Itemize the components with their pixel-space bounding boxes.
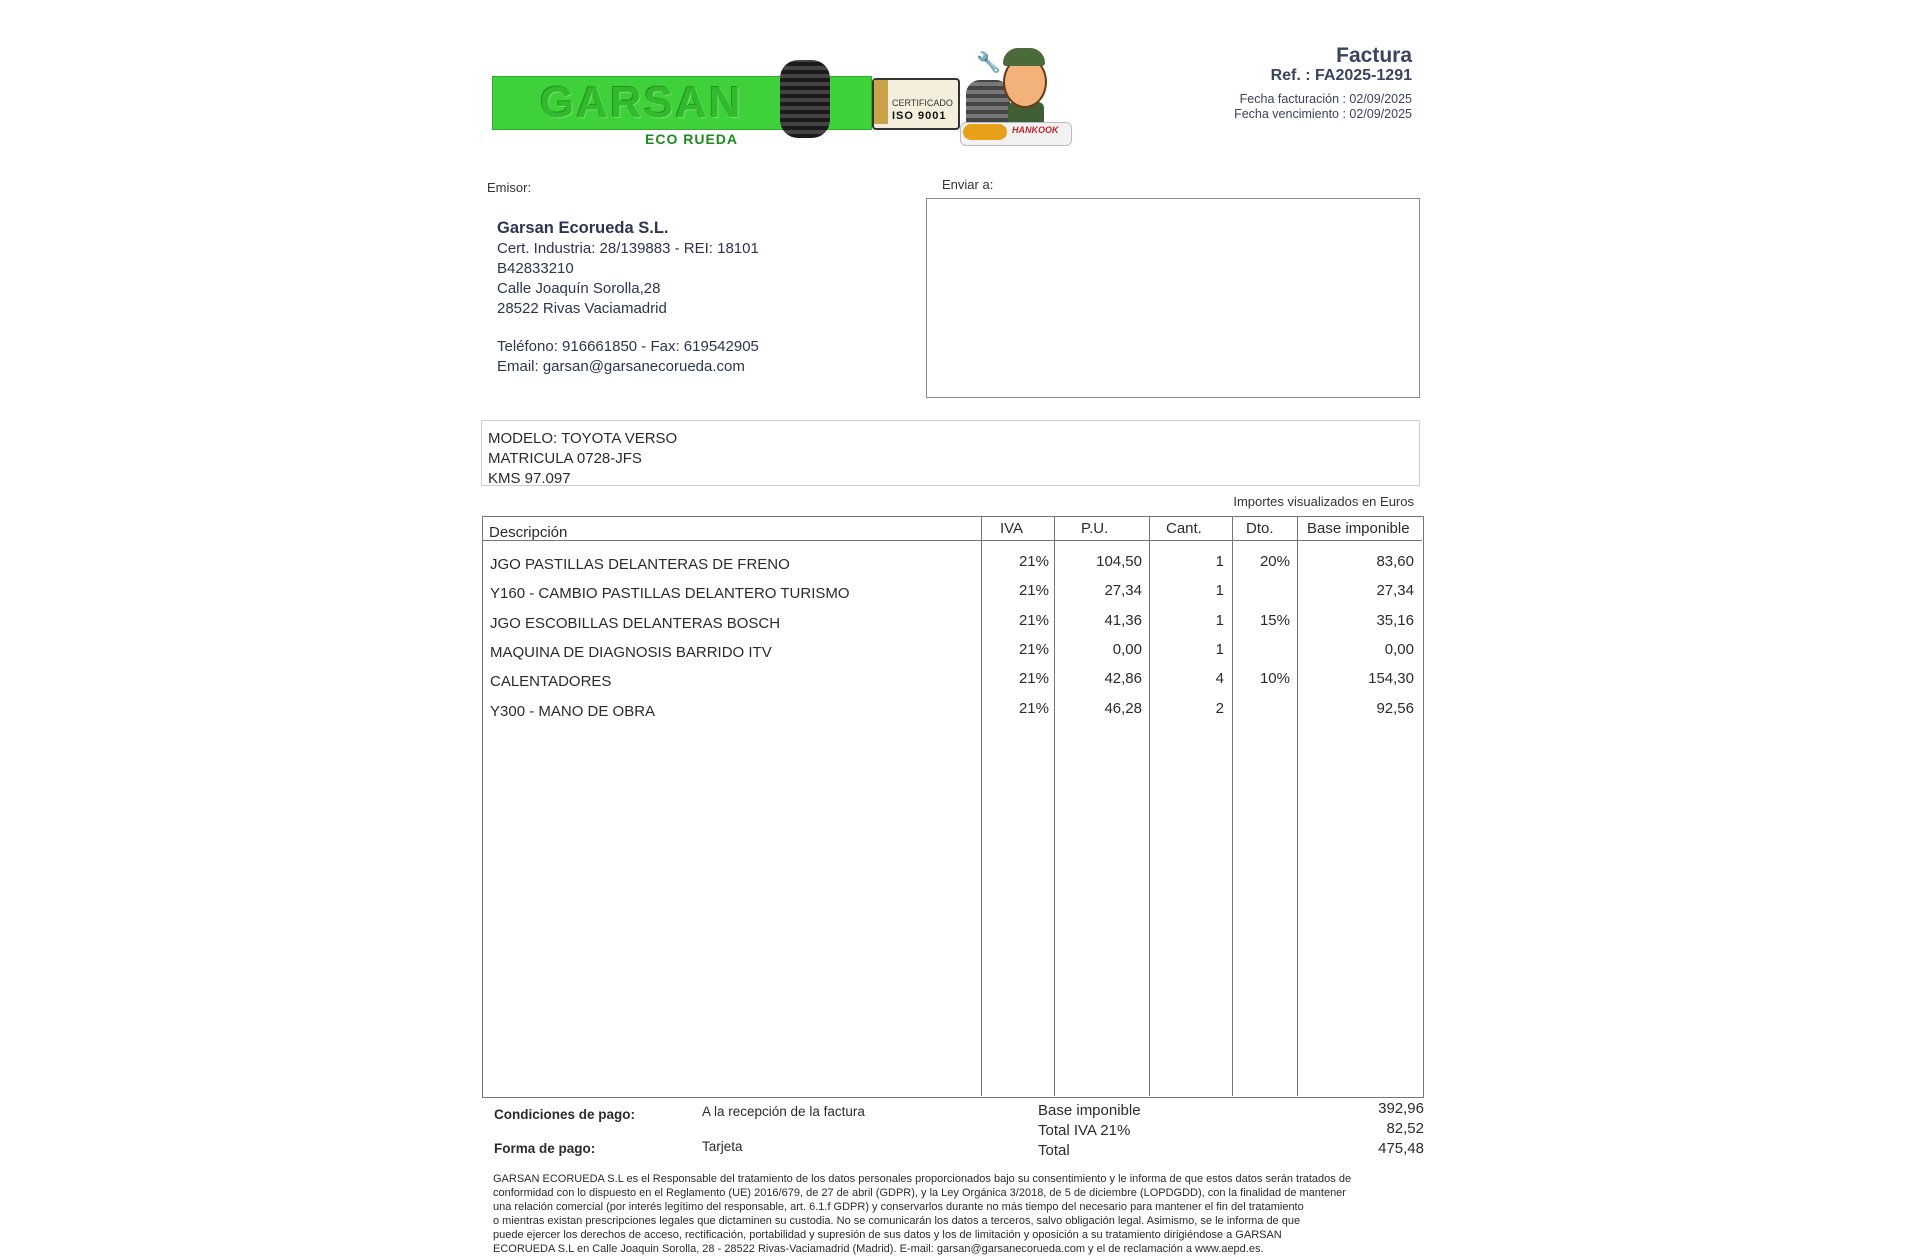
emisor-phone: Teléfono: 916661850 - Fax: 619542905 — [497, 338, 759, 355]
row-quantity: 1 — [1215, 611, 1224, 629]
column-divider-base — [1297, 516, 1298, 1096]
row-unit-price: 0,00 — [1112, 640, 1142, 658]
row-iva: 21% — [1018, 640, 1049, 658]
legal-line: puede ejercer los derechos de acceso, rectificación, portabilidad y supresión de sus datos y los de limitación y oposición a su tratamiento dirigiéndose a GARSAN — [493, 1229, 1282, 1241]
emisor-cif: B42833210 — [497, 260, 574, 277]
due-date: Fecha vencimiento : 02/09/2025 — [1234, 107, 1412, 121]
grand-total-label: Total — [1038, 1142, 1070, 1159]
row-quantity: 1 — [1215, 553, 1224, 570]
row-discount: 15% — [1259, 611, 1290, 629]
invoice-ref: Ref. : FA2025-1291 — [1270, 67, 1412, 84]
row-unit-price: 104,50 — [1096, 553, 1142, 570]
row-base-amount: 35,16 — [1376, 611, 1414, 629]
row-unit-price: 41,36 — [1104, 611, 1142, 629]
row-description: Y300 - MANO DE OBRA — [490, 702, 656, 720]
row-base-amount: 83,60 — [1376, 553, 1414, 570]
brand-badge-logo — [963, 124, 1007, 140]
wrench-icon: 🔧 — [976, 52, 1001, 74]
company-logo-text: GARSAN — [540, 78, 743, 127]
total-base-value: 392,96 — [1378, 1100, 1424, 1117]
legal-line: o mientras existan prescripciones legales que dictaminen su custodia. No se comunicarán los datos a terceros, salvo obligación legal. Asimismo, se le informa de que — [493, 1215, 1301, 1227]
header-qty: Cant. — [1166, 520, 1202, 537]
row-iva: 21% — [1018, 553, 1049, 570]
header-dto: Dto. — [1246, 520, 1274, 537]
payment-conditions-label: Condiciones de pago: — [494, 1107, 636, 1122]
vehicle-plate: MATRICULA 0728-JFS — [488, 450, 642, 467]
payment-conditions-value: A la recepción de la factura — [702, 1104, 865, 1119]
emisor-name: Garsan Ecorueda S.L. — [497, 219, 669, 237]
row-description: JGO ESCOBILLAS DELANTERAS BOSCH — [490, 614, 781, 632]
grand-total-value: 475,48 — [1378, 1140, 1424, 1157]
mascot-cap-icon — [1003, 48, 1045, 66]
emisor-address1: Calle Joaquín Sorolla,28 — [497, 280, 661, 297]
row-base-amount: 27,34 — [1376, 582, 1414, 600]
row-base-amount: 0,00 — [1384, 640, 1414, 658]
total-iva-value: 82,52 — [1386, 1120, 1424, 1137]
column-divider-dto — [1232, 516, 1233, 1096]
row-iva: 21% — [1018, 670, 1049, 688]
ship-to-label: Enviar a: — [942, 177, 994, 192]
column-divider-iva — [981, 516, 982, 1096]
ship-to-box — [926, 198, 1420, 398]
column-divider-pu — [1054, 516, 1055, 1096]
legal-line: una relación comercial (por interés legítimo del responsable, art. 6.1.f GDPR) y conservarlos durante no más tiempo del necesario para mantener el fin del tratamiento — [493, 1201, 1304, 1213]
row-description: CALENTADORES — [490, 673, 612, 691]
header-base: Base imponible — [1307, 520, 1410, 537]
legal-notice — [493, 1172, 1453, 1256]
company-logo-subtitle: ECO RUEDA — [645, 131, 739, 147]
emisor-label: Emisor: — [487, 180, 532, 195]
row-unit-price: 46,28 — [1104, 699, 1142, 717]
brand-badge-text: HANKOOK — [1012, 125, 1059, 135]
header-iva: IVA — [1000, 520, 1024, 537]
header-pu: P.U. — [1081, 520, 1109, 537]
payment-method-value: Tarjeta — [702, 1139, 743, 1154]
row-base-amount: 92,56 — [1376, 699, 1414, 717]
emisor-address2: 28522 Rivas Vaciamadrid — [497, 300, 667, 317]
vehicle-model: MODELO: TOYOTA VERSO — [488, 430, 678, 447]
items-table — [482, 516, 1424, 1098]
row-base-amount: 154,30 — [1368, 670, 1414, 688]
row-quantity: 1 — [1215, 640, 1224, 658]
iso-badge-line2: ISO 9001 — [892, 110, 947, 122]
row-description: MAQUINA DE DIAGNOSIS BARRIDO ITV — [490, 643, 772, 661]
row-quantity: 2 — [1215, 699, 1224, 717]
row-iva: 21% — [1018, 582, 1049, 600]
legal-line: conformidad con lo dispuesto en el Reglamento (UE) 2016/679, de 27 de abril (GDPR), y la Ley Orgánica 3/2018, de 5 de diciembre (LOPDGDD), con la finalidad de mantener — [493, 1187, 1346, 1199]
legal-line: GARSAN ECORUEDA S.L es el Responsable del tratamiento de los datos personales proporcionados bajo su consentimiento y le informa de que estos datos serán tratados de — [493, 1173, 1352, 1185]
row-discount: 10% — [1259, 670, 1290, 688]
table-header-divider — [482, 540, 1422, 541]
legal-line: ECORUEDA S.L en Calle Joaquin Sorolla, 28 - 28522 Rivas-Vaciamadrid (Madrid). E-mail: garsan@garsanecorueda.com y el de reclamación a www.aepd.es. — [493, 1243, 1264, 1255]
vehicle-kms: KMS 97.097 — [488, 470, 571, 487]
iso-badge-line1: CERTIFICADO — [892, 98, 953, 108]
invoice-date: Fecha facturación : 02/09/2025 — [1239, 92, 1412, 106]
header-description: Descripción — [489, 524, 568, 541]
iso-badge-stripe — [874, 80, 888, 124]
row-iva: 21% — [1018, 611, 1049, 629]
row-quantity: 4 — [1215, 670, 1224, 688]
column-divider-qty — [1149, 516, 1150, 1096]
total-iva-label: Total IVA 21% — [1038, 1122, 1131, 1139]
row-discount: 20% — [1259, 553, 1290, 570]
row-unit-price: 42,86 — [1104, 670, 1142, 688]
emisor-cert: Cert. Industria: 28/139883 - REI: 18101 — [497, 240, 759, 257]
emisor-email: Email: garsan@garsanecorueda.com — [497, 358, 745, 375]
tire-icon — [780, 60, 830, 138]
row-description: Y160 - CAMBIO PASTILLAS DELANTERO TURISMO — [490, 585, 850, 603]
invoice-title: Factura — [1336, 44, 1412, 67]
row-quantity: 1 — [1215, 582, 1224, 600]
row-iva: 21% — [1018, 699, 1049, 717]
payment-method-label: Forma de pago: — [494, 1141, 596, 1156]
currency-note: Importes visualizados en Euros — [1233, 494, 1414, 509]
row-description: JGO PASTILLAS DELANTERAS DE FRENO — [490, 556, 790, 573]
row-unit-price: 27,34 — [1104, 582, 1142, 600]
total-base-label: Base imponible — [1038, 1102, 1141, 1119]
